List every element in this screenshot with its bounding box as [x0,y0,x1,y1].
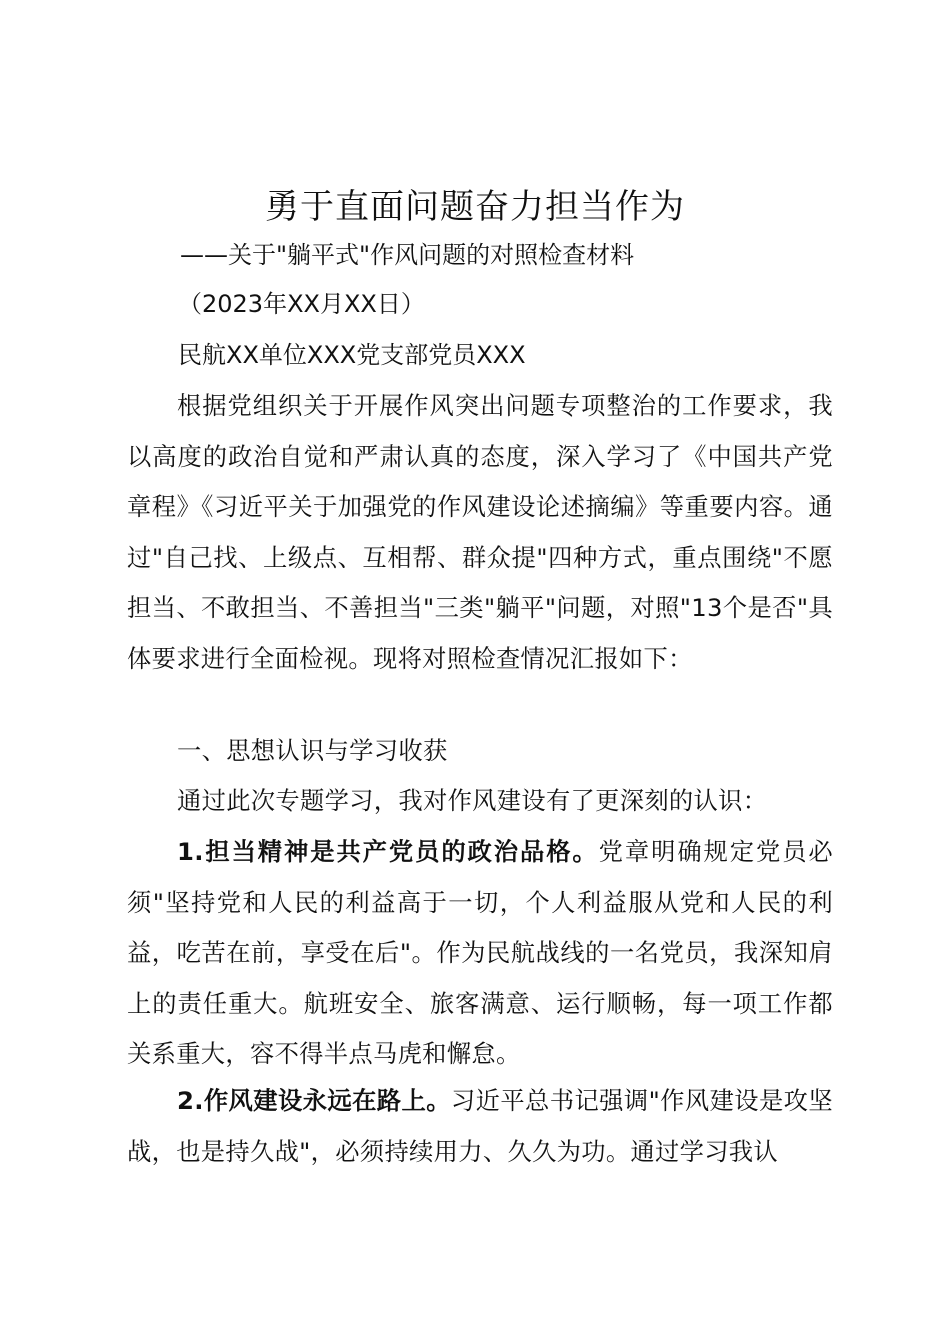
section-lead-paragraph: 通过此次专题学习，我对作风建设有了更深刻的认识： [177,786,768,815]
point-heading-2: 2.作风建设永远在路上。 [177,1086,451,1115]
document-subtitle: ——关于"躺平式"作风问题的对照检查材料 [180,241,635,269]
document-date: （2023年XX月XX日） [178,290,425,318]
document-author: 民航XX单位XXX党支部党员XXX [178,341,526,369]
point-paragraph-2 [127,1076,833,1177]
point-heading-1: 1.担当精神是共产党员的政治品格。 [177,837,599,866]
document-title: 勇于直面问题奋力担当作为 [265,187,685,227]
section-heading: 一、思想认识与学习收获 [177,736,448,765]
point-text-2: 习近平总书记强调"作风建设是攻坚战，也是持久战"，必须持续用力、久久为功。通过学习我认 [127,1086,833,1166]
point-text-1: 党章明确规定党员必须"坚持党和人民的利益高于一切，个人利益服从党和人民的利益，吃苦在前，享受在后"。作为民航战线的一名党员，我深知肩上的责任重大。航班安全、旅客满意、运行顺畅，每一项工作都关系重大，容不得半点马虎和懈怠。 [127,837,834,1068]
point-paragraph-1 [127,827,833,1080]
intro-paragraph: 根据党组织关于开展作风突出问题专项整治的工作要求，我以高度的政治自觉和严肃认真的态度，深入学习了《中国共产党章程》《习近平关于加强党的作风建设论述摘编》等重要内容。通过"自己找、上级点、互相帮、群众提"四种方式，重点围绕"不愿担当、不敢担当、不善担当"三类"躺平"问题，对照"13个是否"具体要求进行全面检视。现将对照检查情况汇报如下： [127,391,833,673]
